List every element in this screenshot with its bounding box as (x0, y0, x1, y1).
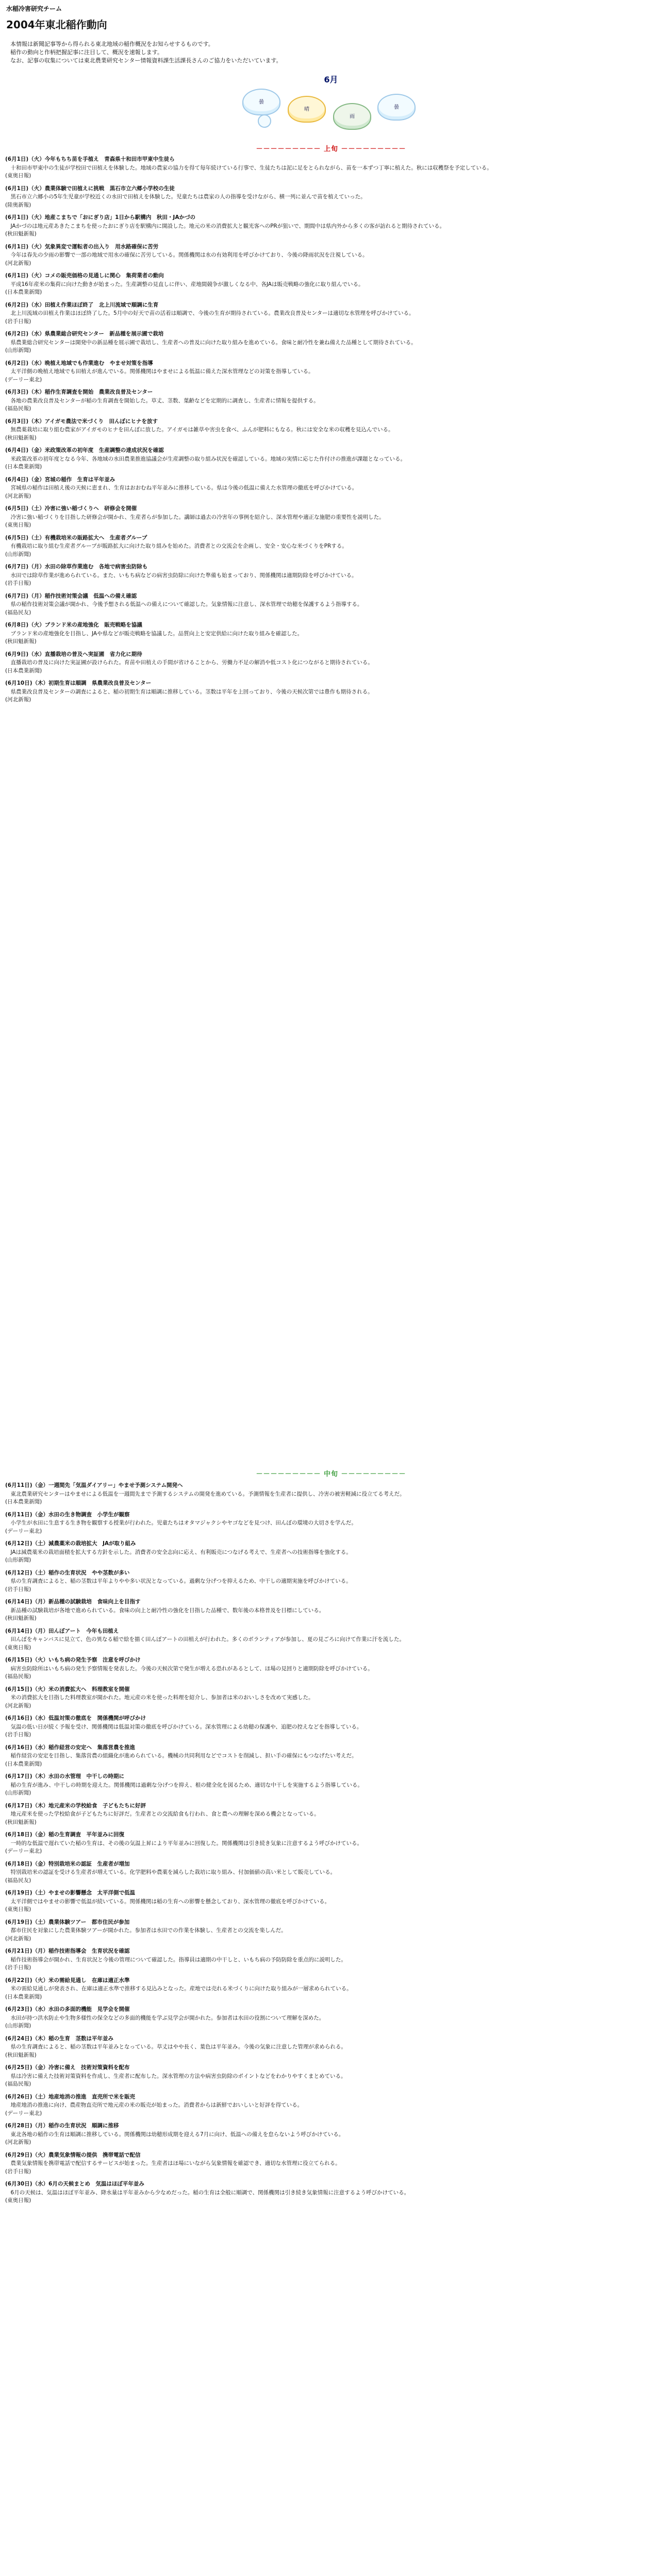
news-source: (秋田魁新報) (5, 638, 37, 645)
news-source: (秋田魁新報) (5, 231, 37, 237)
intro-line: 本情報は新聞記事等から得られる東北地域の稲作概況をお知らせするものです。 (10, 41, 214, 47)
first-half-divider: －－－－－－－－－ 上旬 －－－－－－－－－ (256, 145, 406, 153)
news-source: (河北新報) (5, 1702, 31, 1709)
news-summary: 太平洋側の晩植え地域でも田植えが進んでいる。関係機関はやませによる低温に備えた深水管理などの対策を指導している。 (10, 368, 314, 375)
news-summary: 太平洋側ではやませの影響で低温が続いている。関係機関は稲の生育への影響を懸念しており、深水管理の徹底を呼びかけている。 (10, 1898, 330, 1905)
news-entry (5, 1540, 655, 1565)
news-summary: 水田では除草作業が進められている。また、いもち病などの病害虫防除に向けた準備も始まっており、関係機関は適期防除を呼びかけている。 (10, 572, 357, 579)
news-headline: (6月2日)（水）県農業総合研究センター 新品種を展示圃で栽培 (5, 331, 164, 337)
news-headline: (6月15日)（火）米の消費拡大へ 料理教室を開催 (5, 1686, 130, 1692)
news-entry (5, 1889, 655, 1914)
news-entry (5, 1686, 655, 1710)
news-headline: (6月17日)（木）水田の水管理 中干しの時期に (5, 1773, 125, 1780)
news-source: (日本農業新聞) (5, 464, 42, 470)
news-entry (5, 1569, 655, 1594)
news-entry (5, 2006, 655, 2030)
rain-cloud-icon (333, 103, 371, 130)
news-headline: (6月9日)（水）直播栽培の普及へ実証圃 省力化に期待 (5, 651, 142, 657)
news-entry (5, 2151, 655, 2176)
news-headline: (6月7日)（月）稲作技術対策会議 低温への備え確認 (5, 592, 137, 599)
news-source: (東奥日報) (5, 1644, 31, 1651)
news-summary: 一時的な低温で遅れていた稲の生育は、その後の気温上昇により平年並みに回復した。関係機関は引き続き気象に注意するよう呼びかけている。 (10, 1840, 362, 1846)
news-entry (5, 1919, 655, 1943)
news-source: (河北新報) (5, 493, 31, 499)
news-summary: 県の稲作技術対策会議が開かれ、今後予想される低温への備えについて確認した。気象情報に注意し、深水管理で幼穂を保護するよう指導する。 (10, 601, 363, 607)
news-headline: (6月18日)（金）特別栽培米の認証 生産者が増加 (5, 1860, 130, 1867)
news-summary: 宮城県の稲作は田植え後の天候に恵まれ、生育はおおむね平年並みに推移している。県は今後の低温に備えた水管理の徹底を呼びかけている。 (10, 485, 358, 491)
news-summary: 特別栽培米の認証を受ける生産者が増えている。化学肥料や農薬を減らした栽培に取り組み、付加価値の高い米として販売している。 (10, 1869, 336, 1875)
news-entry (5, 2180, 655, 2205)
news-entry (5, 1511, 655, 1536)
news-source: (福島民報) (5, 1673, 31, 1680)
news-entry (5, 1831, 655, 1856)
intro-line: 稲作の動向と作柄把握記事に注目して、概況を速報します。 (10, 49, 163, 56)
news-headline: (6月14日)（月）田んぼアート 今年も田植え (5, 1628, 119, 1634)
news-source: (日本農業新聞) (5, 1760, 42, 1767)
cloud-label: 晴 (304, 107, 309, 112)
news-summary: 新品種の試験栽培が各地で進められている。食味の向上と耐冷性の強化を目指した品種で、数年後の本格普及を目標にしている。 (10, 1607, 325, 1614)
news-source: (山形新聞) (5, 551, 31, 557)
news-summary: 平成16年産米の集荷に向けた動きが始まった。生産調整の見直しに伴い、産地間競争が激しくなる中、各JAは販売戦略の強化に取り組んでいる。 (10, 281, 364, 287)
news-summary: JAかづのは地元産あきたこまちを使ったおにぎり店を駅構内に開設した。地元の米の消費拡大と観光客へのPRが狙いで、期間中は県内外から多くの客が訪れると期待されている。 (10, 223, 445, 229)
cloud-label: 雨 (350, 114, 355, 120)
news-entry (5, 1482, 655, 1506)
news-source: (秋田魁新報) (5, 2052, 37, 2058)
news-entry (5, 1656, 655, 1681)
news-entry (5, 418, 655, 443)
cloud-icon (242, 89, 280, 115)
news-summary: 県農業改良普及センターの調査によると、稲の初期生育は順調に推移している。茎数は平年を上回っており、今後の天候次第では豊作も期待される。 (10, 688, 373, 695)
news-headline: (6月18日)（金）稲の生育調査 平年並みに回復 (5, 1832, 125, 1838)
news-source: (日本農業新聞) (5, 1993, 42, 2000)
news-headline: (6月3日)（木）アイガモ農法で米づくり 田んぼにヒナを放す (5, 418, 158, 425)
news-summary: 水田が持つ洪水防止や生物多様性の保全などの多面的機能を学ぶ見学会が開かれた。参加者は水田の役割について理解を深めた。 (10, 2014, 325, 2021)
news-source: (日本農業新聞) (5, 1499, 42, 1505)
team-label: 水稲冷害研究チーム (6, 5, 62, 12)
news-summary: 有機栽培に取り組む生産者グループが販路拡大に向けた取り組みを始めた。消費者との交流会を企画し、安全・安心な米づくりをPRする。 (10, 543, 347, 549)
news-source: (東奥日報) (5, 1906, 31, 1912)
news-source: (岩手日報) (5, 2168, 31, 2175)
news-headline: (6月1日)（火）農業体験で田植えに挑戦 黒石市立六郷小学校の生徒 (5, 185, 175, 192)
news-entry (5, 680, 655, 704)
news-headline: (6月19日)（土）農業体験ツアー 都市住民が参加 (5, 1919, 130, 1925)
news-summary: 米の消費拡大を目指した料理教室が開かれた。地元産の米を使った料理を紹介し、参加者は米のおいしさを改めて実感した。 (10, 1694, 314, 1701)
news-source: (デーリー東北) (5, 376, 42, 383)
news-source: (岩手日報) (5, 1964, 31, 1971)
news-headline: (6月15日)（火）いもち病の発生予察 注意を呼びかけ (5, 1657, 141, 1663)
news-headline: (6月3日)（木）稲作生育調査を開始 農業改良普及センター (5, 389, 153, 395)
news-summary: 小学生が水田に生息する生き物を観察する授業が行われた。児童たちはオタマジャクシやヤゴなどを見つけ、田んぼの環境の大切さを学んだ。 (10, 1520, 357, 1526)
weather-clouds (242, 89, 418, 135)
news-summary: 今年は春先の少雨の影響で一部の地域で用水の確保に苦労している。関係機関は水の有効利用を呼びかけており、今後の降雨状況を注視している。 (10, 252, 368, 258)
news-summary: 直播栽培の普及に向けた実証圃が設けられた。育苗や田植えの手間が省けることから、労働力不足の解消や低コスト化につながると期待されている。 (10, 659, 373, 666)
news-summary: 地産地消の推進に向け、農産物直売所で地元産の米の販売が始まった。消費者からは新鮮でおいしいと好評を得ている。 (10, 2102, 303, 2108)
news-entry (5, 243, 655, 268)
news-summary: 無農薬栽培に取り組む農家がアイガモのヒナを田んぼに放した。アイガモは雑草や害虫を食べ、ふんが肥料にもなる。秋には安全な米の収穫を見込んでいる。 (10, 427, 394, 433)
news-source: (日本農業新聞) (5, 289, 42, 295)
news-entry (5, 1628, 655, 1652)
news-source: (岩手日報) (5, 1586, 31, 1592)
news-entry (5, 272, 655, 297)
news-summary: 病害虫防除所はいもち病の発生予察情報を発表した。今後の天候次第で発生が増える恐れがあるとして、ほ場の見回りと適期防除を呼びかけている。 (10, 1665, 373, 1672)
news-headline: (6月7日)（月）水田の除草作業進む 各地で病害虫防除も (5, 564, 148, 570)
news-summary: 農業気象情報を携帯電話で配信するサービスが始まった。生産者はほ場にいながら気象情報を確認でき、適切な水管理に役立てられる。 (10, 2160, 341, 2166)
news-summary: 米の需給見通しが発表され、在庫は適正水準で推移する見込みとなった。産地では売れる米づくりに向けた取り組みが一層求められている。 (10, 1986, 352, 1992)
news-headline: (6月25日)（金）冷害に備え 技術対策資料を配布 (5, 2064, 130, 2071)
news-source: (河北新報) (5, 1935, 31, 1942)
news-entry (5, 563, 655, 588)
news-headline: (6月8日)（火）ブランド米の産地強化 販売戦略を協議 (5, 622, 142, 628)
news-headline: (6月28日)（月）稲作の生育状況 順調に推移 (5, 2123, 119, 2129)
news-headline: (6月1日)（火）気象異変で運転者の出入り 用水路確保に苦労 (5, 243, 159, 250)
news-headline: (6月16日)（水）低温対策の徹底を 関係機関が呼びかけ (5, 1715, 146, 1721)
news-source: (山形新聞) (5, 2023, 31, 2029)
news-headline: (6月1日)（火）今年もちち苗を手植え 青森県十和田市甲東中生徒ら (5, 156, 175, 162)
news-headline: (6月22日)（火）米の需給見通し 在庫は適正水準 (5, 1977, 130, 1984)
news-source: (岩手日報) (5, 1732, 31, 1738)
news-entry (5, 505, 655, 530)
news-headline: (6月24日)（木）稲の生育 茎数は平年並み (5, 2035, 114, 2042)
news-source: (秋田魁新報) (5, 434, 37, 441)
news-entry (5, 651, 655, 675)
first-half-entries (5, 156, 655, 709)
news-entry (5, 301, 655, 326)
news-source: (デーリー東北) (5, 1528, 42, 1534)
news-source: (東奥日報) (5, 522, 31, 528)
news-entry (5, 1802, 655, 1827)
intro-line: なお、記事の収集については東北農業研究センター情報資料課生活課長さんのご協力をいただいています。 (10, 57, 282, 64)
news-headline: (6月21日)（月）稲作技術指導会 生育状況を確認 (5, 1948, 130, 1954)
news-headline: (6月5日)（土）有機栽培米の販路拡大へ 生産者グループ (5, 534, 147, 541)
second-half-divider: －－－－－－－－－ 中旬 －－－－－－－－－ (256, 1470, 406, 1478)
news-entry (5, 476, 655, 501)
news-headline: (6月14日)（月）新品種の試験栽培 食味向上を目指す (5, 1599, 141, 1605)
news-entry (5, 447, 655, 471)
news-source: (デーリー東北) (5, 1848, 42, 1854)
news-entry (5, 2064, 655, 2089)
news-entry (5, 621, 655, 646)
news-entry (5, 2093, 655, 2118)
news-headline: (6月4日)（金）宮城の稲作 生育は平年並み (5, 476, 115, 483)
second-half-entries (5, 1482, 655, 2210)
news-entry (5, 1598, 655, 1623)
page-title: 2004年東北稲作動向 (6, 19, 107, 31)
news-headline: (6月30日)（水）6月の天候まとめ 気温はほぼ平年並み (5, 2181, 144, 2187)
news-entry (5, 1947, 655, 1972)
news-entry (5, 185, 655, 210)
news-summary: 東北農業研究センターはやませによる低温を一週間先まで予測するシステムの開発を進めている。予測情報を生産者に提供し、冷害の被害軽減に役立てる考えだ。 (10, 1490, 405, 1497)
news-source: (福島民友) (5, 609, 31, 616)
news-summary: ブランド米の産地強化を目指し、JAや県などが販売戦略を協議した。品質向上と安定供給に向けた取り組みを確認した。 (10, 630, 303, 637)
news-source: (東奥日報) (5, 2197, 31, 2204)
news-source: (河北新報) (5, 2139, 31, 2145)
news-summary: 冷害に強い稲づくりを目指した研修会が開かれ、生産者らが参加した。講師は過去の冷害年の事例を紹介し、深水管理や適正な施肥の重要性を説明した。 (10, 514, 385, 520)
news-source: (山形新聞) (5, 347, 31, 353)
news-headline: (6月26日)（土）地産地消の推進 直売所で米を販売 (5, 2093, 136, 2100)
news-entry (5, 1773, 655, 1798)
news-summary: 気温の低い日が続く予報を受け、関係機関は低温対策の徹底を呼びかけている。深水管理による幼穂の保護や、追肥の控えなどを指導している。 (10, 1723, 362, 1730)
cloud-icon (377, 94, 416, 121)
news-summary: 稲作経営の安定を目指し、集落営農の組織化が進められている。機械の共同利用などでコストを削減し、担い手の確保にもつなげたい考えだ。 (10, 1753, 357, 1759)
news-entry (5, 2035, 655, 2060)
cloud-bubble-icon (258, 114, 271, 128)
news-entry (5, 1715, 655, 1739)
news-source: (山形新聞) (5, 1557, 31, 1563)
news-headline: (6月1日)（火）コメの販売価格の見通しに関心 集荷業者の動向 (5, 273, 164, 279)
news-entry (5, 330, 655, 355)
cloud-label: 曇 (259, 99, 264, 105)
news-summary: JAは減農薬米の栽培面積を拡大する方針を示した。消費者の安全志向に応え、有利販売につなげる考えで、生産者への技術指導を強化する。 (10, 1549, 352, 1555)
news-entry (5, 534, 655, 559)
news-source: (デーリー東北) (5, 2110, 42, 2116)
month-title: 6月 (324, 75, 338, 84)
intro-text (10, 40, 644, 65)
news-source: (岩手日報) (5, 580, 31, 586)
news-source: (陸奥新報) (5, 201, 31, 208)
news-headline: (6月29日)（火）農業気象情報の提供 携帯電話で配信 (5, 2151, 141, 2158)
news-summary: 黒石市立六郷小の5年生児童が学校近くの水田で田植えを体験した。児童たちは農家の人の指導を受けながら、横一列に並んで苗を植えていった。 (10, 194, 366, 200)
news-headline: (6月11日)（金）水田の生き物調査 小学生が観察 (5, 1511, 130, 1518)
news-summary: 米政策改革の初年度となる今年、各地域の水田農業推進協議会が生産調整の取り組み状況を確認している。地域の実情に応じた作付けの推進が課題となっている。 (10, 455, 406, 462)
news-entry (5, 214, 655, 239)
news-summary: 田んぼをキャンバスに見立て、色の異なる稲で絵を描く田んぼアートの田植えが行われた。多くのボランティアが参加し、夏の見ごろに向けて作業に汗を流した。 (10, 1636, 405, 1642)
news-entry (5, 2122, 655, 2147)
news-summary: 稲作技術指導会が開かれ、生育状況と今後の管理について確認した。指導員は適期の中干しと、いもち病の予防防除を重点的に説明した。 (10, 1956, 346, 1963)
news-summary: 県の生育調査によると、稲の茎数は平年よりやや多い状況となっている。過剰な分げつを抑えるため、中干しの適期実施を呼びかけている。 (10, 1578, 352, 1584)
news-headline: (6月16日)（水）稲作経営の安定へ 集落営農を推進 (5, 1744, 136, 1751)
news-summary: 北上川流域の田植え作業はほぼ終了した。5月中の好天で苗の活着は順調で、今後の生育が期待されている。農業改良普及センターは適切な水管理を呼びかけている。 (10, 310, 415, 316)
news-summary: 各地の農業改良普及センターが稲の生育調査を開始した。草丈、茎数、葉齢などを定期的に調査し、生産者に情報を提供する。 (10, 397, 319, 404)
news-entry (5, 1977, 655, 2002)
news-source: (山形新聞) (5, 1790, 31, 1796)
news-summary: 県は冷害に備えた技術対策資料を作成し、生産者に配布した。深水管理の方法や病害虫防除のポイントなどをわかりやすくまとめている。 (10, 2073, 346, 2079)
news-source: (福島民報) (5, 2081, 31, 2087)
news-headline: (6月17日)（木）地元産米の学校給食 子どもたちに好評 (5, 1802, 146, 1809)
news-source: (福島民報) (5, 405, 31, 412)
news-summary: 県の生育調査によると、稲の茎数は平年並みとなっている。草丈はやや長く、葉色は平年並み。今後の気象に注意した管理が求められる。 (10, 2044, 346, 2050)
news-headline: (6月12日)（土）稲作の生育状況 やや茎数が多い (5, 1569, 130, 1576)
news-source: (岩手日報) (5, 318, 31, 325)
news-summary: 都市住民を対象にした農業体験ツアーが開かれた。参加者は水田での作業を体験し、生産者との交流を楽しんだ。 (10, 1927, 287, 1934)
cloud-label: 曇 (394, 105, 399, 110)
news-summary: 十和田市甲東中の生徒が学校田で田植えを体験した。地域の農家の協力を得て毎年続けている行事で、生徒たちは泥に足をとられながら、苗を一本ずつ丁寧に植えた。秋には収穫祭を予定している。 (10, 164, 492, 171)
news-headline: (6月4日)（金）米政策改革の初年度 生産調整の達成状況を確認 (5, 447, 164, 453)
news-headline: (6月23日)（水）水田の多面的機能 見学会を開催 (5, 2006, 130, 2012)
news-source: (秋田魁新報) (5, 1819, 37, 1825)
news-headline: (6月1日)（火）地産こまちで「おにぎり店」1日から駅構内 秋田・JAかづの (5, 214, 195, 221)
news-entry (5, 592, 655, 617)
news-summary: 東北各地の稲作の生育は順調に推移している。関係機関は幼穂形成期を迎える7月に向け、低温への備えを怠らないよう呼びかけている。 (10, 2131, 344, 2138)
news-headline: (6月19日)（土）やませの影響懸念 太平洋側で低温 (5, 1890, 136, 1896)
news-headline: (6月11日)（金）一週間先「気温ダイアリー」やませ予測システム開発へ (5, 1482, 183, 1488)
news-entry (5, 388, 655, 413)
news-headline: (6月5日)（土）冷害に強い稲づくりへ 研修会を開催 (5, 505, 137, 512)
news-summary: 地元産米を使った学校給食が子どもたちに好評だ。生産者との交流給食も行われ、食と農への理解を深める機会となっている。 (10, 1811, 320, 1817)
news-source: (福島民友) (5, 1877, 31, 1884)
news-source: (東奥日報) (5, 173, 31, 179)
news-entry (5, 1860, 655, 1885)
news-summary: 6月の天候は、気温はほぼ平年並み、降水量は平年並みから少なめだった。稲の生育は全般に順調で、関係機関は引き続き気象情報に注意するよう呼びかけている。 (10, 2189, 410, 2196)
news-source: (河北新報) (5, 697, 31, 703)
news-summary: 稲の生育が進み、中干しの時期を迎えた。関係機関は過剰な分げつを抑え、根の健全化を図るため、適切な中干しを実施するよう指導している。 (10, 1782, 363, 1788)
news-source: (秋田魁新報) (5, 1615, 37, 1621)
news-headline: (6月2日)（水）田植え作業ほぼ終了 北上川流域で順調に生育 (5, 301, 159, 308)
news-headline: (6月10日)（木）初期生育は順調 県農業改良普及センター (5, 680, 152, 686)
news-summary: 県農業総合研究センターは開発中の新品種を展示圃で栽培し、生産者への普及に向けた取り組みを進めている。食味と耐冷性を兼ね備えた品種として期待されている。 (10, 339, 417, 346)
news-entry (5, 156, 655, 180)
sun-cloud-icon (288, 96, 326, 123)
news-entry (5, 1744, 655, 1769)
news-source: (河北新報) (5, 260, 31, 266)
news-headline: (6月12日)（土）減農薬米の栽培拡大 JAが取り組み (5, 1540, 136, 1547)
news-headline: (6月2日)（水）晩植え地域でも作業進む やませ対策を指導 (5, 360, 153, 366)
news-entry (5, 360, 655, 384)
news-source: (日本農業新聞) (5, 667, 42, 674)
